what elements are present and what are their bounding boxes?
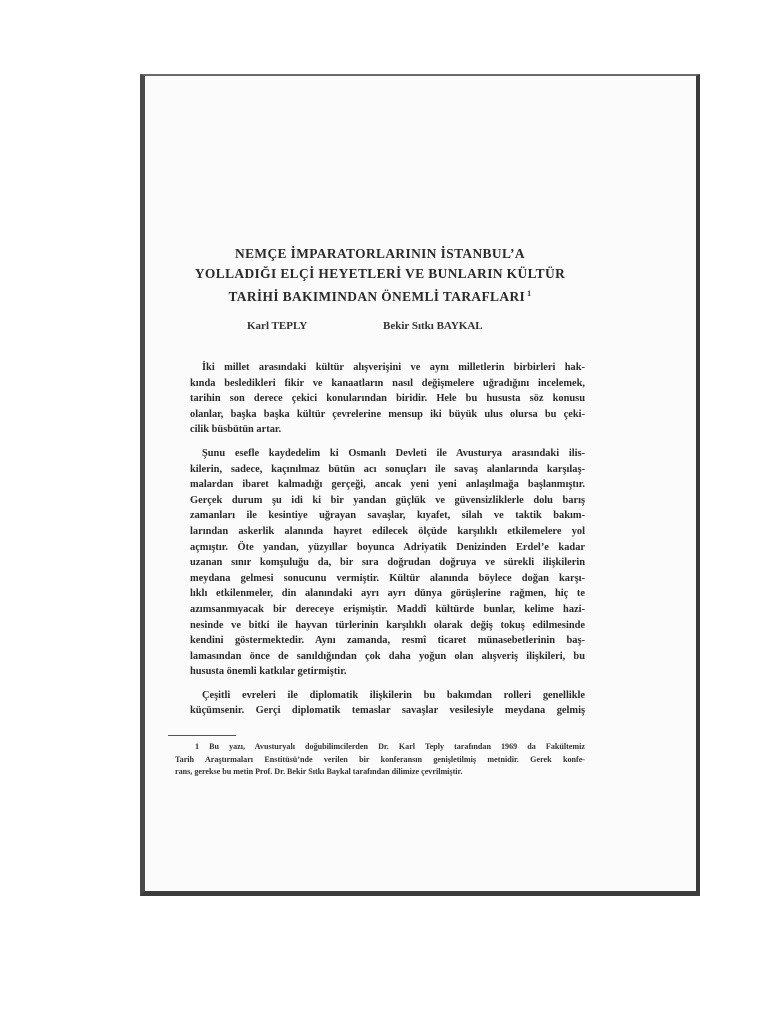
title-footnote-mark: 1 <box>527 289 532 298</box>
title-line-1: NEMÇE İMPARATORLARININ İSTANBUL’A <box>235 246 525 261</box>
text-line: Gerçek durum şu idi ki bir yandan güçlük ve güvensizliklerle dolu barış <box>190 494 585 506</box>
paragraph <box>190 360 585 438</box>
text-line: malardan ibaret kalmadığı gerçeği, ancak yeni yeni anlaşılmağa başlanmıştır. <box>190 479 585 491</box>
footnote-line: rans, gerekse bu metin Prof. Dr. Bekir Sıtkı Baykal tarafından dilimize çevrilmiştir. <box>175 767 463 777</box>
text-line: İki millet arasındaki kültür alışverişini ve aynı milletlerin birbirleri hak- <box>202 362 585 373</box>
title-line-3-text: TARİHİ BAKIMINDAN ÖNEMLİ TARAFLARI <box>228 289 526 304</box>
footnote-divider <box>168 735 236 736</box>
text-line: olanlar, başka başka kültür çevrelerine mensup iki büyük ulus olursa bu çeki- <box>190 408 585 420</box>
title-line-2: YOLLADIĞI ELÇİ HEYETLERİ VE BUNLARIN KÜLTÜR <box>194 266 566 281</box>
text-line: hususta önemli katkılar getirmiştir. <box>190 666 347 678</box>
footnote-line: 1 Bu yazı, Avusturyalı doğubilimcilerden Dr. Karl Teply tarafından 1969 da Fakültemiz <box>195 742 585 751</box>
text-line: larından askerlik alanında hayret edilecek ölçüde karşılıklı etkilemelere yol <box>190 525 585 537</box>
text-line: azımsanmıyacak bir dereceye erişmiştir. Maddî kültürde bunlar, kelime hazi- <box>190 603 585 615</box>
text-line: uzanan sınır komşuluğu da, bir sıra doğrudan doğruya ve sürekli ilişkilerin <box>190 557 585 569</box>
text-line: cilik büsbütün artar. <box>190 424 282 436</box>
text-line: meydana gelmesi sonucunu vermiştir. Kültür alanında böylece doğan karşı- <box>190 572 585 584</box>
author-teply: Karl TEPLY <box>247 320 308 332</box>
paragraph <box>190 688 585 719</box>
text-line: açmıştır. Öte yandan, yüzyıllar boyunca Adriyatik Denizinden Erdel’e kadar <box>190 541 585 553</box>
author-baykal: Bekir Sıtkı BAYKAL <box>383 320 483 332</box>
text-line: tarihin son derece çekici konularından biridir. Hele bu hususta söz konusu <box>190 393 585 405</box>
text-line: Çeşitli evreleri ile diplomatik ilişkilerin bu bakımdan rolleri genellikle <box>202 689 585 701</box>
text-line: zamanları ile kesintiye uğrayan savaşlar, kıyafet, silah ve taktik bakım- <box>190 510 585 522</box>
footnote-line: Tarih Araştırmaları Enstitüsü’nde verilen bir konferansın genişletilmiş metnidir. Gerek konfe- <box>175 754 585 764</box>
text-line: kilerin, sadece, kaçınılmaz bütün acı sonuçları ile savaş alanlarında karşılaş- <box>190 463 585 475</box>
title-line-3 <box>165 284 595 307</box>
text-line: lamasından önce de sanıldığından çok daha yoğun olan alışveriş ilişkileri, bu <box>190 650 585 662</box>
text-line: Şunu esefle kaydedelim ki Osmanlı Devleti ile Avusturya arasındaki ilis- <box>202 447 585 459</box>
text-line: lıklı etkilenmeler, din alanındaki ayrı ayrı dünya görüşlerine rağmen, hiç te <box>190 588 585 600</box>
article-body <box>190 360 585 727</box>
text-line: kında besledikleri fikir ve kanaatların nasıl değişmelere uğradığını incelemek, <box>190 377 585 389</box>
article-title <box>165 244 595 307</box>
text-line: kendini göstermektedir. Aynı zamanda, resmî ticaret münasebetlerinin baş- <box>190 635 585 647</box>
text-line: nesinde ve bitki ile hayvan türlerinin karşılıklı olarak değiş tokuş edilmesinde <box>190 619 585 631</box>
text-line: küçümsenir. Gerçi diplomatik temaslar savaşlar vesilesiyle meydana gelmiş <box>190 705 585 717</box>
paragraph <box>190 446 585 680</box>
footnote <box>175 741 585 779</box>
